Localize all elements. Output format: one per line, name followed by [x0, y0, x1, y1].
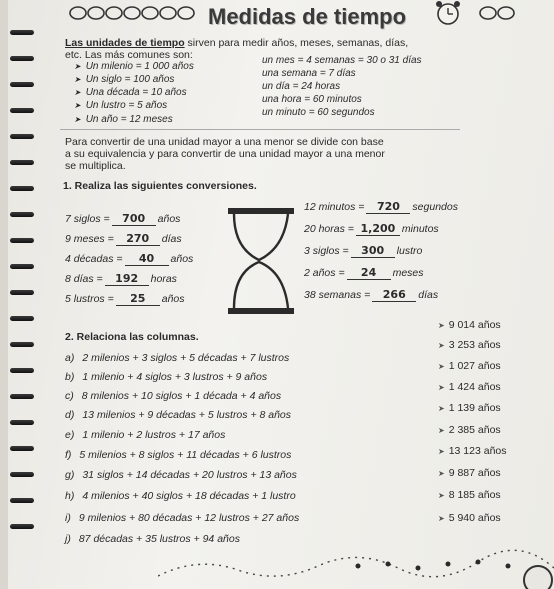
- unit-item: un minuto = 60 segundos: [262, 107, 375, 118]
- answer-option[interactable]: ➤ 13 123 años: [438, 445, 507, 457]
- answer-option[interactable]: ➤ 1 139 años: [438, 402, 501, 414]
- spiral-binding: [8, 30, 38, 550]
- intro-text: [65, 37, 408, 49]
- note-line: se multiplica.: [65, 160, 126, 172]
- expression-item[interactable]: f) 5 milenios + 8 siglos + 11 décadas + 6 lustros: [65, 449, 292, 461]
- unit-item: un día = 24 horas: [262, 81, 341, 92]
- beads-decoration-icon: [158, 548, 554, 589]
- unit-item: una semana = 7 días: [262, 68, 356, 79]
- answer-option[interactable]: ➤ 8 185 años: [438, 489, 501, 501]
- answer-blank[interactable]: 270: [116, 233, 160, 246]
- intro-line2: etc. Las más comunes son:: [65, 49, 193, 61]
- expression-item[interactable]: c) 8 milenios + 10 siglos + 1 década + 4 años: [65, 390, 282, 402]
- expression-item[interactable]: j) 87 décadas + 35 lustros + 94 años: [65, 533, 240, 545]
- answer-option[interactable]: ➤ 1 027 años: [438, 360, 501, 372]
- conversion-row: 4 décadas = 40 años: [65, 252, 194, 265]
- conversion-row: 3 siglos = 300 lustro: [304, 244, 423, 257]
- unit-item: ➤ Un año = 12 meses: [74, 114, 173, 125]
- conversion-row: 38 semanas = 266 días: [304, 288, 439, 301]
- expression-item[interactable]: d) 13 milenios + 9 décadas + 5 lustros + 8 años: [65, 409, 292, 421]
- section2-title: 2. Relaciona las columnas.: [65, 331, 199, 343]
- answer-option[interactable]: ➤ 5 940 años: [438, 512, 501, 524]
- answer-blank[interactable]: 300: [351, 245, 395, 258]
- answer-blank[interactable]: 25: [116, 293, 160, 306]
- intro-bold: Las unidades de tiempo: [65, 37, 185, 49]
- answer-blank[interactable]: 40: [125, 253, 169, 266]
- unit-item: una hora = 60 minutos: [262, 94, 362, 105]
- chain-decoration-icon: [68, 2, 208, 24]
- note-line: a su equivalencia y para convertir de una unidad mayor a una menor: [65, 148, 385, 160]
- conversion-row: 12 minutos = 720 segundos: [304, 200, 458, 213]
- intro-rest: sirven para medir años, meses, semanas, días,: [184, 37, 409, 49]
- note-line: Para convertir de una unidad mayor a una menor se divide con base: [65, 136, 384, 148]
- answer-blank[interactable]: 24: [347, 267, 391, 280]
- unit-item: ➤ Un lustro = 5 años: [74, 100, 167, 111]
- answer-option[interactable]: ➤ 9 014 años: [438, 319, 501, 331]
- answer-blank[interactable]: 700: [112, 213, 156, 226]
- expression-item[interactable]: b) 1 milenio + 4 siglos + 3 lustros + 9 años: [65, 371, 268, 383]
- expression-item[interactable]: e) 1 milenio + 2 lustros + 17 años: [65, 429, 226, 441]
- chain-decoration-icon: [478, 2, 522, 24]
- unit-item: ➤ Una década = 10 años: [74, 87, 187, 98]
- answer-blank[interactable]: 266: [372, 289, 416, 302]
- page-title: Medidas de tiempo: [208, 4, 407, 29]
- conversion-row: 2 años = 24 meses: [304, 266, 424, 279]
- answer-option[interactable]: ➤ 3 253 años: [438, 339, 501, 351]
- answer-blank[interactable]: 720: [366, 201, 410, 214]
- divider: [60, 129, 460, 130]
- answer-option[interactable]: ➤ 2 385 años: [438, 424, 501, 436]
- conversion-row: 8 días = 192 horas: [65, 272, 177, 285]
- worksheet-page: [8, 0, 554, 589]
- expression-item[interactable]: h) 4 milenios + 40 siglos + 18 décadas + 1 lustro: [65, 490, 296, 502]
- conversion-row: 9 meses = 270 días: [65, 232, 182, 245]
- conversion-row: 5 lustros = 25 años: [65, 292, 185, 305]
- expression-item[interactable]: g) 31 siglos + 14 décadas + 20 lustros + 13 años: [65, 469, 297, 481]
- conversion-row: 20 horas = 1,200 minutos: [304, 222, 439, 235]
- answer-blank[interactable]: 1,200: [356, 223, 400, 236]
- expression-item[interactable]: a) 2 milenios + 3 siglos + 5 décadas + 7 lustros: [65, 352, 290, 364]
- unit-item: ➤ Un siglo = 100 años: [74, 74, 174, 85]
- hourglass-icon: [226, 208, 296, 318]
- answer-blank[interactable]: 192: [105, 273, 149, 286]
- conversion-row: 7 siglos = 700 años: [65, 212, 181, 225]
- expression-item[interactable]: i) 9 milenios + 80 décadas + 12 lustros + 27 años: [65, 512, 300, 524]
- answer-option[interactable]: ➤ 9 887 años: [438, 467, 501, 479]
- alarm-clock-icon: [426, 0, 470, 26]
- answer-option[interactable]: ➤ 1 424 años: [438, 381, 501, 393]
- section1-title: 1. Realiza las siguientes conversiones.: [63, 180, 257, 192]
- unit-item: un mes = 4 semanas = 30 o 31 días: [262, 55, 422, 66]
- unit-item: ➤ Un milenio = 1 000 años: [74, 61, 194, 72]
